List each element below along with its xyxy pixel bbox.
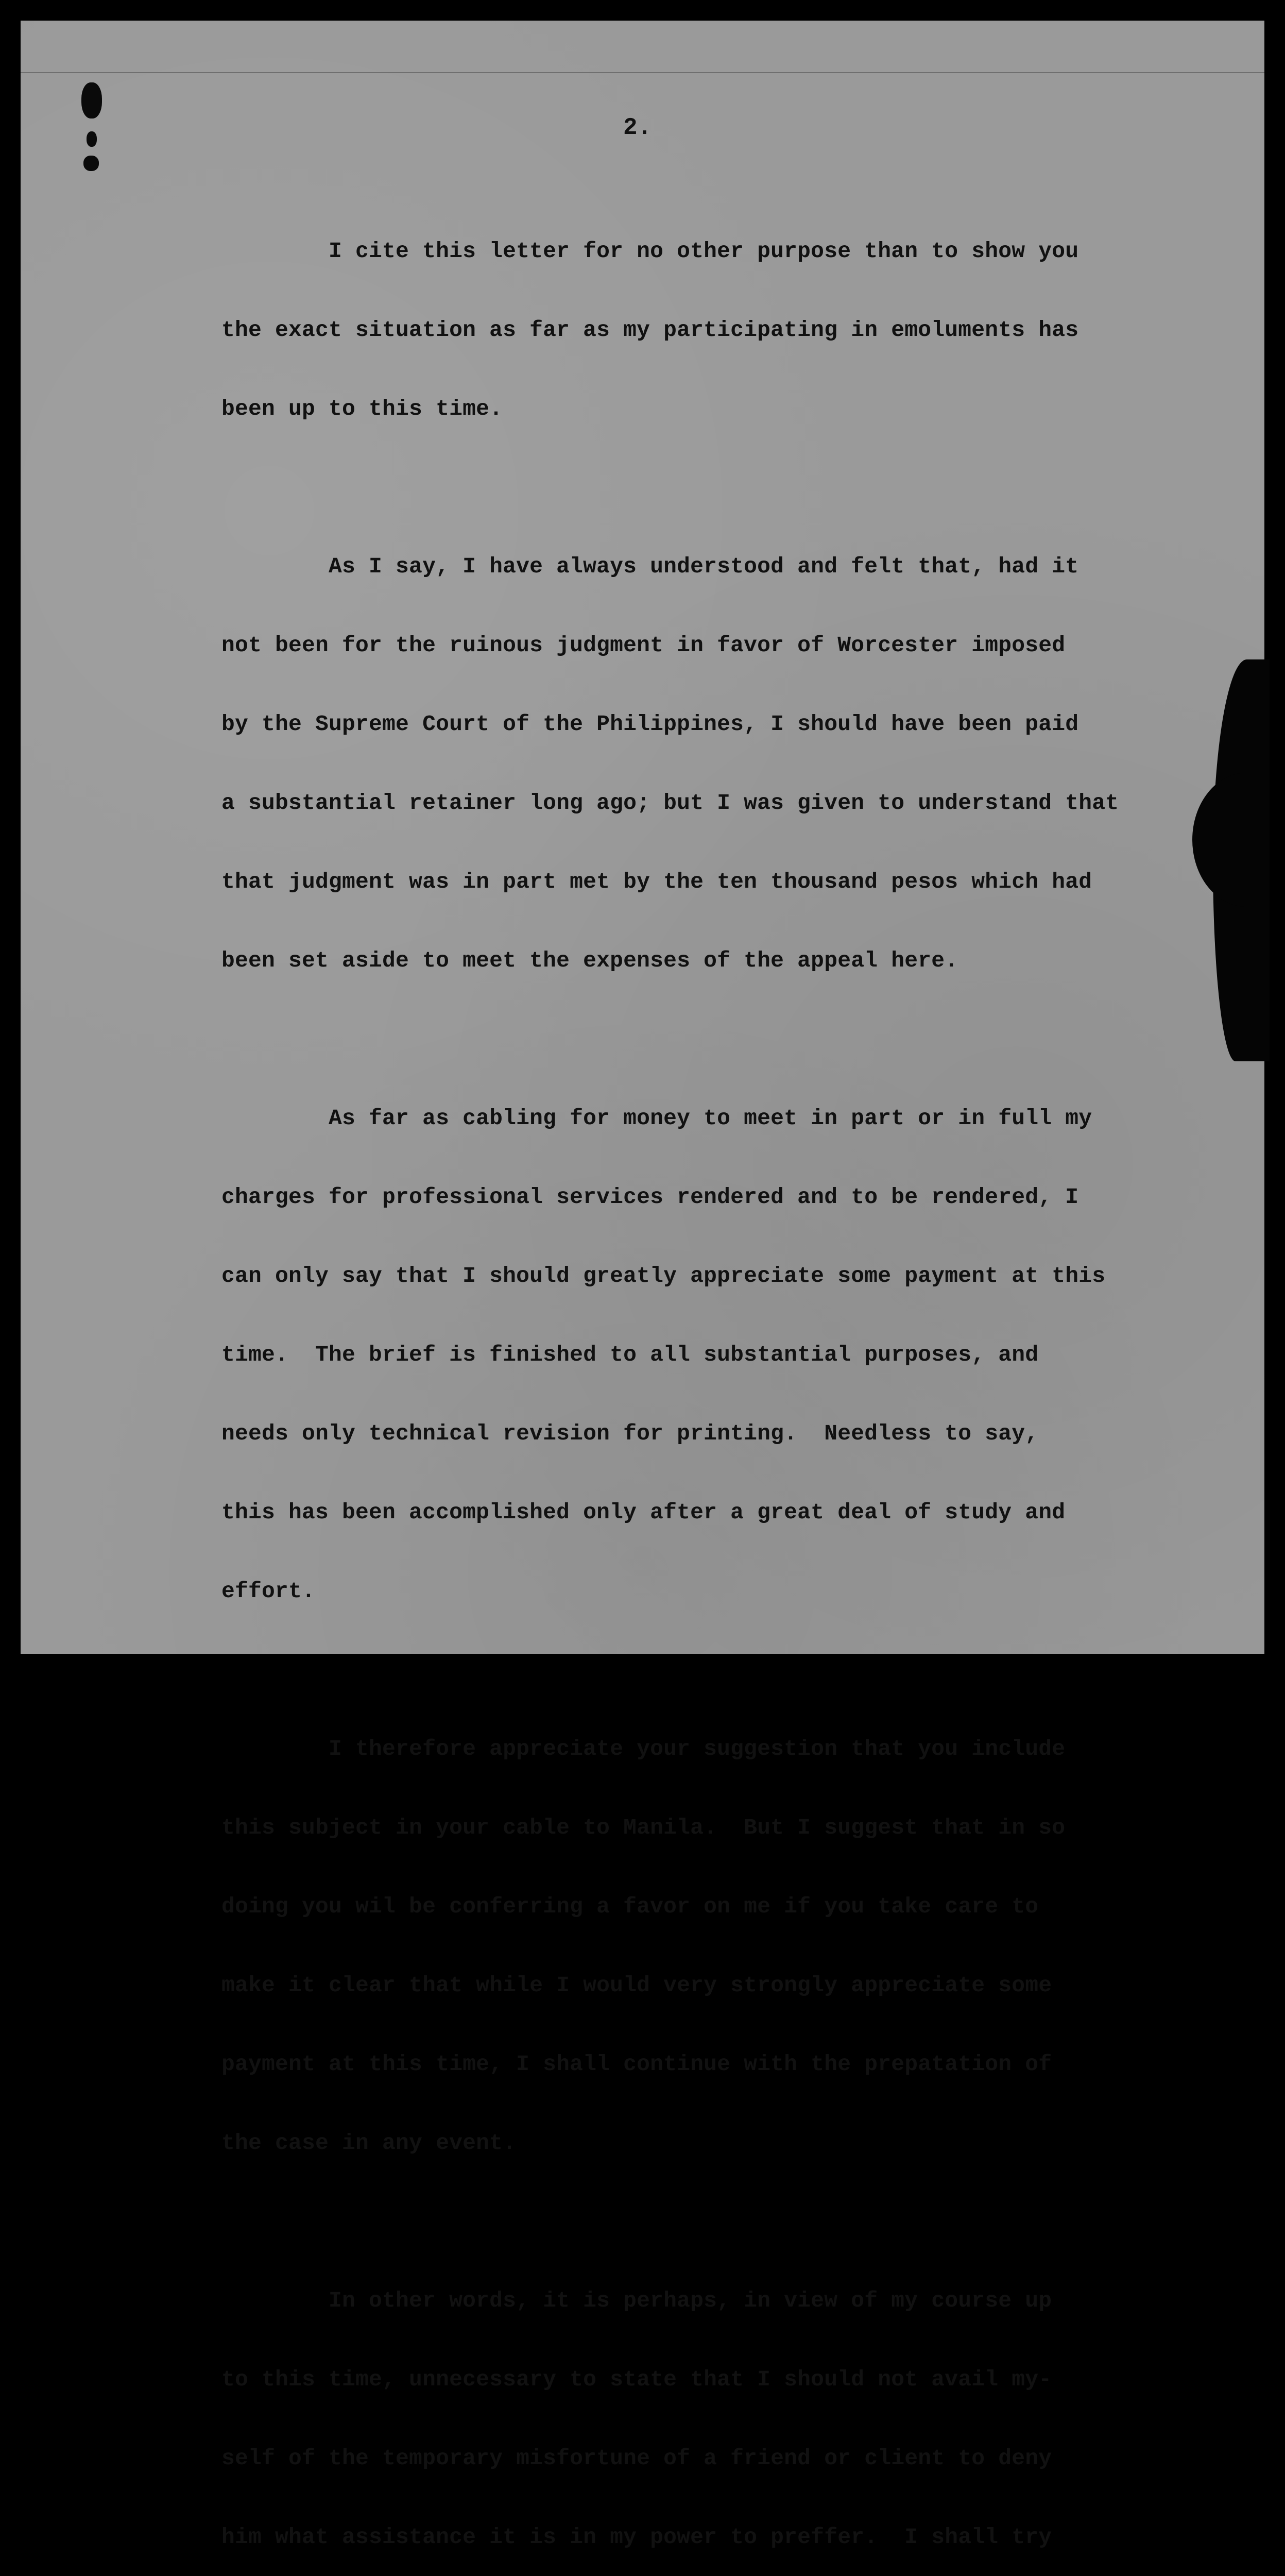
text-line: can only say that I should greatly appreciate some payment at this xyxy=(221,1263,1106,1289)
paragraph-1 xyxy=(221,185,1097,474)
text-line: been up to this time. xyxy=(221,396,503,421)
text-line: this subject in your cable to Manila. But I suggest that in so xyxy=(221,1815,1066,1840)
page-number: 2. xyxy=(623,114,652,141)
text-line: self of the temporary misfortune of a friend or client to deny xyxy=(221,2446,1052,2471)
text-line: him what assistance it is in my power to preffer. I shall try xyxy=(221,2524,1052,2550)
text-line: by the Supreme Court of the Philippines, I should have been paid xyxy=(221,711,1079,737)
text-line: effort. xyxy=(221,1579,316,1604)
text-line: make it clear that while I would very strongly appreciate some xyxy=(221,1973,1052,1998)
text-line: needs only technical revision for printing. Needless to say, xyxy=(221,1421,1039,1446)
letter-body xyxy=(221,185,1119,2576)
text-line: time. The brief is finished to all substantial purposes, and xyxy=(221,1342,1039,1367)
paragraph-4 xyxy=(221,1683,1097,2209)
text-line: the exact situation as far as my participating in emoluments has xyxy=(221,317,1079,343)
text-line: to this time, unnecessary to state that I should not avail my- xyxy=(221,2367,1052,2392)
punch-hole-mark xyxy=(81,82,102,118)
text-line: a substantial retainer long ago; but I was given to understand that xyxy=(221,790,1119,816)
paragraph-5 xyxy=(221,2235,1097,2576)
torn-edge xyxy=(1192,773,1270,907)
text-line: charges for professional services rendered and to be rendered, I xyxy=(221,1184,1079,1210)
text-line: doing you wil be conferring a favor on me if you take care to xyxy=(221,1894,1039,1919)
top-rule xyxy=(21,72,1264,73)
punch-hole-mark xyxy=(83,156,99,171)
text-line: this has been accomplished only after a great deal of study and xyxy=(221,1500,1066,1525)
text-line: As I say, I have always understood and felt that, had it xyxy=(221,554,1079,579)
text-line: not been for the ruinous judgment in favor of Worcester imposed xyxy=(221,633,1066,658)
text-line: As far as cabling for money to meet in part or in full my xyxy=(221,1106,1092,1131)
text-line: been set aside to meet the expenses of the appeal here. xyxy=(221,948,958,973)
text-line: I therefore appreciate your suggestion that you include xyxy=(221,1736,1066,1761)
paragraph-3 xyxy=(221,1053,1106,1657)
text-line: the case in any event. xyxy=(221,2130,517,2156)
text-line: that judgment was in part met by the ten thousand pesos which had xyxy=(221,869,1092,894)
text-line: In other words, it is perhaps, in view of my course up xyxy=(221,2288,1052,2313)
text-line: payment at this time, I shall continue with the prepatation of xyxy=(221,2052,1052,2077)
text-line: I cite this letter for no other purpose than to show you xyxy=(221,239,1079,264)
paragraph-2 xyxy=(221,501,1119,1026)
punch-hole-mark xyxy=(87,131,97,147)
